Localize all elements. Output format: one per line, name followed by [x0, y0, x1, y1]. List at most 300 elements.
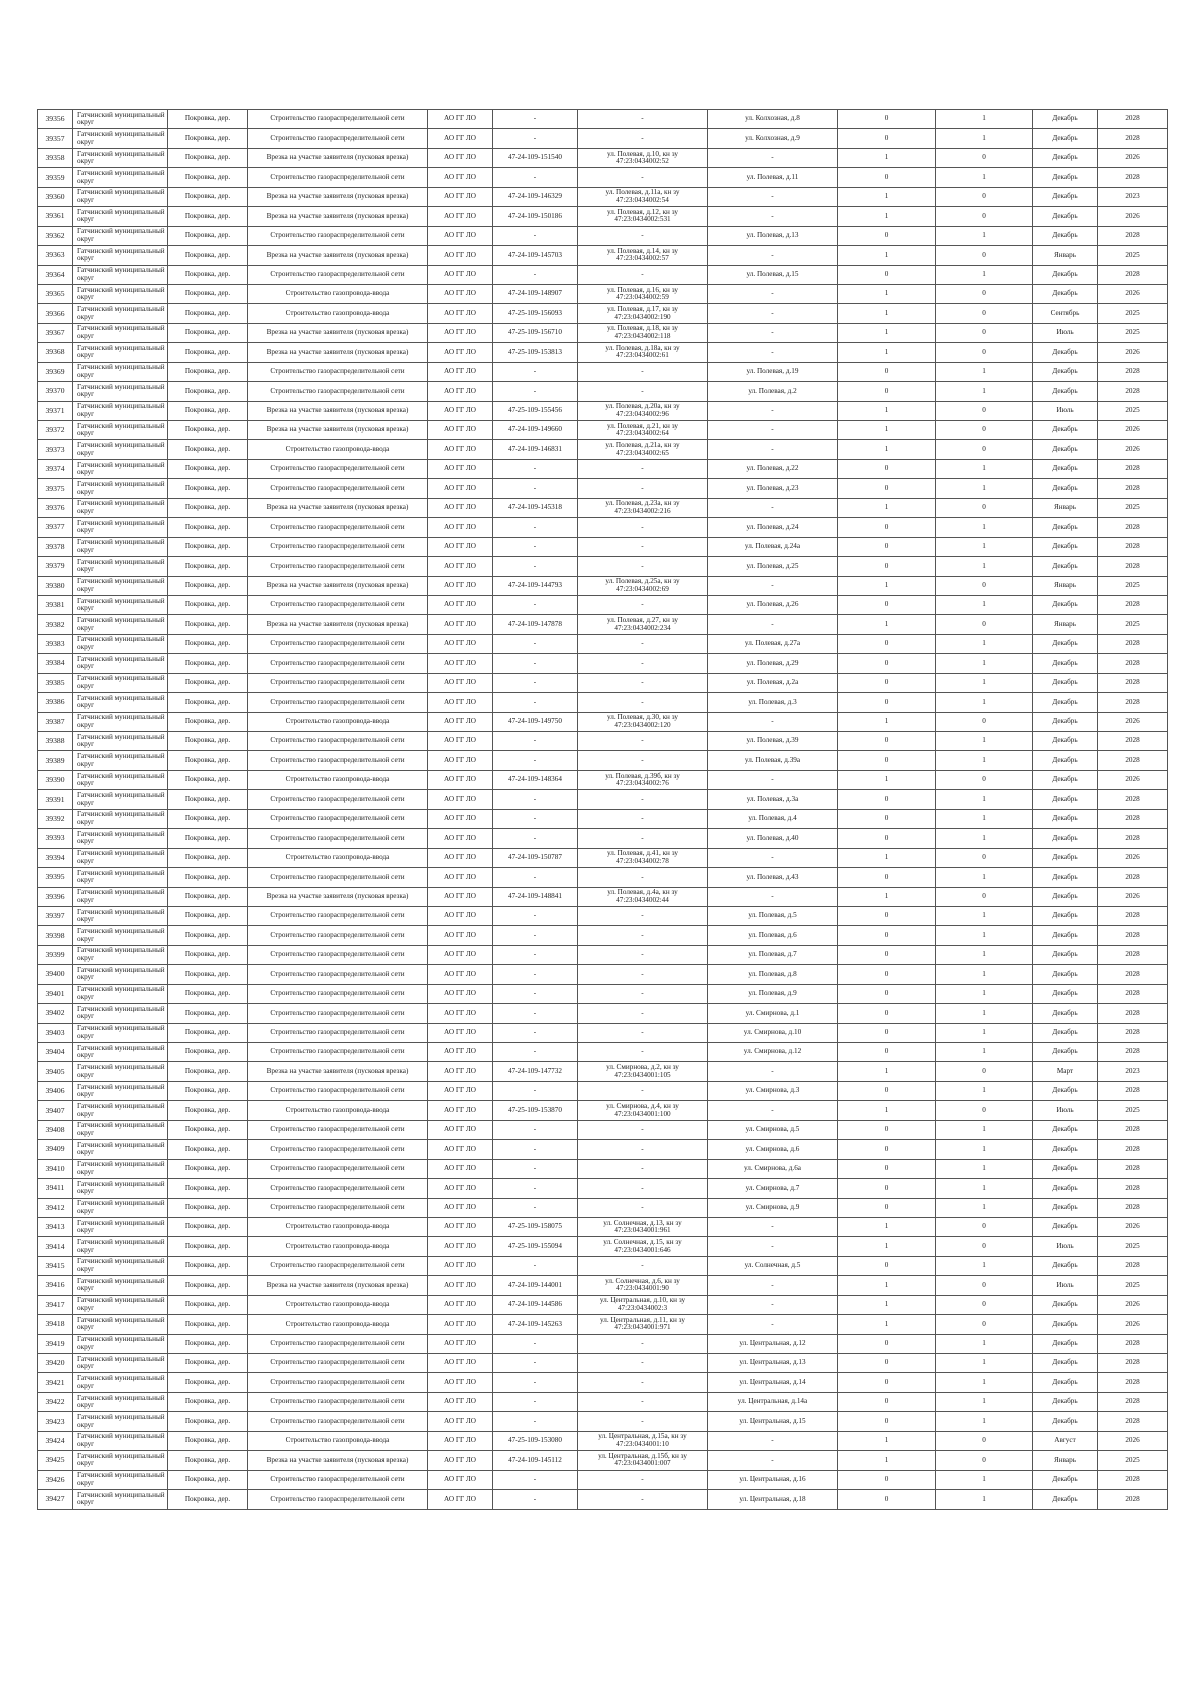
year-cell: 2023 [1098, 1062, 1168, 1081]
cadastral-address-cell: - [578, 1256, 708, 1275]
month-cell: Декабрь [1033, 868, 1098, 887]
application-number-cell: - [493, 906, 578, 925]
count-connection-cell: 0 [838, 984, 936, 1003]
year-cell: 2028 [1098, 1120, 1168, 1139]
month-cell: Декабрь [1033, 226, 1098, 245]
table-row [38, 1431, 1168, 1450]
table-row [38, 1043, 1168, 1062]
application-number-cell: - [493, 362, 578, 381]
settlement-cell: Покровка, дер. [168, 829, 248, 848]
count-connection-cell: 1 [838, 712, 936, 731]
organization-cell: АО ГГ ЛО [428, 1354, 493, 1373]
row-number-cell: 39363 [38, 246, 73, 265]
settlement-cell: Покровка, дер. [168, 1431, 248, 1450]
settlement-cell: Покровка, дер. [168, 1392, 248, 1411]
cadastral-address-cell: - [578, 1373, 708, 1392]
organization-cell: АО ГГ ЛО [428, 421, 493, 440]
count-network-cell: 1 [936, 1490, 1033, 1509]
table-row [38, 110, 1168, 129]
application-number-cell: 47-24-109-148364 [493, 770, 578, 789]
table-row [38, 459, 1168, 478]
count-connection-cell: 0 [838, 537, 936, 556]
organization-cell: АО ГГ ЛО [428, 926, 493, 945]
table-row [38, 1373, 1168, 1392]
work-type-cell: Строительство газораспределительной сети [248, 1412, 428, 1431]
application-number-cell: 47-24-109-149660 [493, 421, 578, 440]
count-connection-cell: 1 [838, 246, 936, 265]
work-type-cell: Строительство газораспределительной сети [248, 751, 428, 770]
year-cell: 2026 [1098, 207, 1168, 226]
count-connection-cell: 1 [838, 207, 936, 226]
count-connection-cell: 0 [838, 1004, 936, 1023]
work-type-cell: Врезка на участке заявителя (пусковая врезка) [248, 401, 428, 420]
count-connection-cell: 1 [838, 187, 936, 206]
cadastral-address-cell: - [578, 634, 708, 653]
work-type-cell: Строительство газораспределительной сети [248, 1140, 428, 1159]
application-number-cell: 47-24-109-144001 [493, 1276, 578, 1295]
cadastral-address-cell: - [578, 129, 708, 148]
month-cell: Декабрь [1033, 732, 1098, 751]
district-cell: Гатчинский муниципальный округ [73, 440, 168, 459]
address-cell: - [708, 1217, 838, 1236]
row-number-cell: 39399 [38, 945, 73, 964]
settlement-cell: Покровка, дер. [168, 1237, 248, 1256]
month-cell: Декабрь [1033, 284, 1098, 303]
month-cell: Декабрь [1033, 1217, 1098, 1236]
count-connection-cell: 1 [838, 1431, 936, 1450]
district-cell: Гатчинский муниципальный округ [73, 1140, 168, 1159]
district-cell: Гатчинский муниципальный округ [73, 207, 168, 226]
count-connection-cell: 0 [838, 1140, 936, 1159]
table-row [38, 1470, 1168, 1489]
settlement-cell: Покровка, дер. [168, 887, 248, 906]
count-connection-cell: 0 [838, 926, 936, 945]
organization-cell: АО ГГ ЛО [428, 984, 493, 1003]
row-number-cell: 39385 [38, 673, 73, 692]
work-type-cell: Строительство газопровода-ввода [248, 304, 428, 323]
district-cell: Гатчинский муниципальный округ [73, 1237, 168, 1256]
settlement-cell: Покровка, дер. [168, 382, 248, 401]
count-network-cell: 1 [936, 906, 1033, 925]
count-network-cell: 0 [936, 1451, 1033, 1470]
table-row [38, 1295, 1168, 1314]
count-network-cell: 0 [936, 1431, 1033, 1450]
month-cell: Декабрь [1033, 693, 1098, 712]
settlement-cell: Покровка, дер. [168, 984, 248, 1003]
application-number-cell: - [493, 557, 578, 576]
address-cell: ул. Полевая, д.3 [708, 693, 838, 712]
district-cell: Гатчинский муниципальный округ [73, 732, 168, 751]
table-row [38, 887, 1168, 906]
application-number-cell: - [493, 732, 578, 751]
year-cell: 2028 [1098, 265, 1168, 284]
count-connection-cell: 1 [838, 401, 936, 420]
work-type-cell: Строительство газораспределительной сети [248, 1120, 428, 1139]
cadastral-address-cell: ул. Полевая, д.18а, кн зу 47:23:0434002:61 [578, 343, 708, 362]
cadastral-address-cell: - [578, 1023, 708, 1042]
organization-cell: АО ГГ ЛО [428, 712, 493, 731]
work-type-cell: Строительство газораспределительной сети [248, 168, 428, 187]
table-row [38, 790, 1168, 809]
count-network-cell: 1 [936, 1179, 1033, 1198]
cadastral-address-cell: - [578, 1490, 708, 1509]
work-type-cell: Строительство газопровода-ввода [248, 1315, 428, 1334]
organization-cell: АО ГГ ЛО [428, 343, 493, 362]
month-cell: Декабрь [1033, 265, 1098, 284]
address-cell: ул. Полевая, д.24 [708, 518, 838, 537]
month-cell: Декабрь [1033, 1354, 1098, 1373]
row-number-cell: 39424 [38, 1431, 73, 1450]
district-cell: Гатчинский муниципальный округ [73, 1101, 168, 1120]
year-cell: 2028 [1098, 362, 1168, 381]
district-cell: Гатчинский муниципальный округ [73, 693, 168, 712]
year-cell: 2028 [1098, 1023, 1168, 1042]
table-row [38, 1101, 1168, 1120]
year-cell: 2028 [1098, 1004, 1168, 1023]
application-number-cell: - [493, 693, 578, 712]
work-type-cell: Строительство газораспределительной сети [248, 1081, 428, 1100]
year-cell: 2028 [1098, 829, 1168, 848]
work-type-cell: Врезка на участке заявителя (пусковая врезка) [248, 246, 428, 265]
organization-cell: АО ГГ ЛО [428, 1412, 493, 1431]
work-type-cell: Врезка на участке заявителя (пусковая врезка) [248, 887, 428, 906]
row-number-cell: 39372 [38, 421, 73, 440]
year-cell: 2028 [1098, 1392, 1168, 1411]
count-connection-cell: 0 [838, 751, 936, 770]
count-connection-cell: 1 [838, 1101, 936, 1120]
organization-cell: АО ГГ ЛО [428, 1256, 493, 1275]
row-number-cell: 39371 [38, 401, 73, 420]
district-cell: Гатчинский муниципальный округ [73, 382, 168, 401]
year-cell: 2028 [1098, 537, 1168, 556]
year-cell: 2028 [1098, 1140, 1168, 1159]
row-number-cell: 39414 [38, 1237, 73, 1256]
count-connection-cell: 0 [838, 1043, 936, 1062]
application-number-cell: - [493, 1490, 578, 1509]
count-network-cell: 1 [936, 654, 1033, 673]
year-cell: 2028 [1098, 1412, 1168, 1431]
organization-cell: АО ГГ ЛО [428, 129, 493, 148]
year-cell: 2028 [1098, 459, 1168, 478]
settlement-cell: Покровка, дер. [168, 848, 248, 867]
count-connection-cell: 0 [838, 226, 936, 245]
row-number-cell: 39361 [38, 207, 73, 226]
count-connection-cell: 0 [838, 459, 936, 478]
work-type-cell: Строительство газораспределительной сети [248, 634, 428, 653]
year-cell: 2028 [1098, 382, 1168, 401]
application-number-cell: - [493, 751, 578, 770]
month-cell: Июль [1033, 1276, 1098, 1295]
year-cell: 2028 [1098, 1373, 1168, 1392]
count-connection-cell: 0 [838, 518, 936, 537]
row-number-cell: 39400 [38, 965, 73, 984]
row-number-cell: 39367 [38, 323, 73, 342]
organization-cell: АО ГГ ЛО [428, 1490, 493, 1509]
year-cell: 2028 [1098, 226, 1168, 245]
settlement-cell: Покровка, дер. [168, 518, 248, 537]
work-type-cell: Строительство газораспределительной сети [248, 809, 428, 828]
cadastral-address-cell: ул. Центральная, д.15а, кн зу 47:23:0434001:10 [578, 1431, 708, 1450]
count-connection-cell: 0 [838, 829, 936, 848]
year-cell: 2028 [1098, 1159, 1168, 1178]
application-number-cell: - [493, 634, 578, 653]
work-type-cell: Врезка на участке заявителя (пусковая врезка) [248, 343, 428, 362]
application-number-cell: - [493, 1043, 578, 1062]
table-row [38, 557, 1168, 576]
count-connection-cell: 1 [838, 576, 936, 595]
table-row [38, 965, 1168, 984]
district-cell: Гатчинский муниципальный округ [73, 848, 168, 867]
count-network-cell: 1 [936, 1140, 1033, 1159]
organization-cell: АО ГГ ЛО [428, 148, 493, 167]
count-connection-cell: 0 [838, 110, 936, 129]
settlement-cell: Покровка, дер. [168, 945, 248, 964]
application-number-cell: 47-24-109-144586 [493, 1295, 578, 1314]
year-cell: 2026 [1098, 1217, 1168, 1236]
row-number-cell: 39420 [38, 1354, 73, 1373]
row-number-cell: 39387 [38, 712, 73, 731]
cadastral-address-cell: ул. Полевая, д.17, кн зу 47:23:0434002:190 [578, 304, 708, 323]
work-type-cell: Строительство газопровода-ввода [248, 848, 428, 867]
organization-cell: АО ГГ ЛО [428, 1120, 493, 1139]
settlement-cell: Покровка, дер. [168, 1101, 248, 1120]
district-cell: Гатчинский муниципальный округ [73, 246, 168, 265]
settlement-cell: Покровка, дер. [168, 479, 248, 498]
cadastral-address-cell: ул. Центральная, д.10, кн зу 47:23:0434002:3 [578, 1295, 708, 1314]
row-number-cell: 39370 [38, 382, 73, 401]
organization-cell: АО ГГ ЛО [428, 1062, 493, 1081]
cadastral-address-cell: ул. Полевая, д.25а, кн зу 47:23:0434002:69 [578, 576, 708, 595]
work-type-cell: Строительство газопровода-ввода [248, 1237, 428, 1256]
cadastral-address-cell: - [578, 1412, 708, 1431]
count-network-cell: 1 [936, 751, 1033, 770]
year-cell: 2025 [1098, 246, 1168, 265]
address-cell: - [708, 770, 838, 789]
count-connection-cell: 0 [838, 1334, 936, 1353]
settlement-cell: Покровка, дер. [168, 129, 248, 148]
work-type-cell: Строительство газораспределительной сети [248, 1490, 428, 1509]
work-type-cell: Строительство газораспределительной сети [248, 965, 428, 984]
table-row [38, 343, 1168, 362]
cadastral-address-cell: - [578, 1159, 708, 1178]
address-cell: ул. Полевая, д.2 [708, 382, 838, 401]
application-number-cell: 47-24-109-147732 [493, 1062, 578, 1081]
address-cell: ул. Смирнова, д.10 [708, 1023, 838, 1042]
organization-cell: АО ГГ ЛО [428, 1081, 493, 1100]
table-row [38, 1217, 1168, 1236]
month-cell: Январь [1033, 498, 1098, 517]
count-network-cell: 0 [936, 246, 1033, 265]
settlement-cell: Покровка, дер. [168, 284, 248, 303]
application-number-cell: 47-24-109-146329 [493, 187, 578, 206]
application-number-cell: 47-25-109-155456 [493, 401, 578, 420]
row-number-cell: 39358 [38, 148, 73, 167]
application-number-cell: - [493, 1373, 578, 1392]
count-network-cell: 1 [936, 965, 1033, 984]
application-number-cell: - [493, 1023, 578, 1042]
month-cell: Декабрь [1033, 829, 1098, 848]
settlement-cell: Покровка, дер. [168, 1081, 248, 1100]
address-cell: ул. Центральная, д.14 [708, 1373, 838, 1392]
organization-cell: АО ГГ ЛО [428, 1140, 493, 1159]
year-cell: 2028 [1098, 634, 1168, 653]
settlement-cell: Покровка, дер. [168, 1159, 248, 1178]
settlement-cell: Покровка, дер. [168, 1120, 248, 1139]
row-number-cell: 39419 [38, 1334, 73, 1353]
settlement-cell: Покровка, дер. [168, 712, 248, 731]
row-number-cell: 39384 [38, 654, 73, 673]
count-network-cell: 0 [936, 343, 1033, 362]
row-number-cell: 39402 [38, 1004, 73, 1023]
district-cell: Гатчинский муниципальный округ [73, 1256, 168, 1275]
row-number-cell: 39374 [38, 459, 73, 478]
year-cell: 2026 [1098, 284, 1168, 303]
month-cell: Декабрь [1033, 1081, 1098, 1100]
count-connection-cell: 0 [838, 1470, 936, 1489]
count-connection-cell: 0 [838, 809, 936, 828]
application-number-cell: - [493, 1198, 578, 1217]
row-number-cell: 39426 [38, 1470, 73, 1489]
organization-cell: АО ГГ ЛО [428, 537, 493, 556]
work-type-cell: Строительство газораспределительной сети [248, 595, 428, 614]
count-network-cell: 1 [936, 1373, 1033, 1392]
month-cell: Декабрь [1033, 1373, 1098, 1392]
work-type-cell: Строительство газораспределительной сети [248, 673, 428, 692]
address-cell: ул. Полевая, д.9 [708, 984, 838, 1003]
work-type-cell: Строительство газораспределительной сети [248, 110, 428, 129]
cadastral-address-cell: - [578, 382, 708, 401]
table-row [38, 576, 1168, 595]
organization-cell: АО ГГ ЛО [428, 498, 493, 517]
settlement-cell: Покровка, дер. [168, 1217, 248, 1236]
cadastral-address-cell: - [578, 518, 708, 537]
district-cell: Гатчинский муниципальный округ [73, 284, 168, 303]
address-cell: - [708, 207, 838, 226]
address-cell: ул. Полевая, д.15 [708, 265, 838, 284]
settlement-cell: Покровка, дер. [168, 148, 248, 167]
work-type-cell: Строительство газораспределительной сети [248, 984, 428, 1003]
work-type-cell: Строительство газораспределительной сети [248, 1256, 428, 1275]
month-cell: Декабрь [1033, 809, 1098, 828]
cadastral-address-cell: ул. Полевая, д.11а, кн зу 47:23:0434002:54 [578, 187, 708, 206]
application-number-cell: - [493, 790, 578, 809]
month-cell: Декабрь [1033, 1412, 1098, 1431]
cadastral-address-cell: ул. Полевая, д.18, кн зу 47:23:0434002:118 [578, 323, 708, 342]
year-cell: 2028 [1098, 557, 1168, 576]
district-cell: Гатчинский муниципальный округ [73, 595, 168, 614]
month-cell: Август [1033, 1431, 1098, 1450]
organization-cell: АО ГГ ЛО [428, 654, 493, 673]
count-network-cell: 1 [936, 790, 1033, 809]
district-cell: Гатчинский муниципальный округ [73, 1392, 168, 1411]
row-number-cell: 39376 [38, 498, 73, 517]
count-network-cell: 1 [936, 1392, 1033, 1411]
address-cell: - [708, 323, 838, 342]
cadastral-address-cell: - [578, 265, 708, 284]
settlement-cell: Покровка, дер. [168, 323, 248, 342]
year-cell: 2026 [1098, 343, 1168, 362]
row-number-cell: 39416 [38, 1276, 73, 1295]
month-cell: Декабрь [1033, 518, 1098, 537]
count-connection-cell: 0 [838, 557, 936, 576]
table-row [38, 382, 1168, 401]
organization-cell: АО ГГ ЛО [428, 440, 493, 459]
application-number-cell: 47-24-109-145112 [493, 1451, 578, 1470]
organization-cell: АО ГГ ЛО [428, 284, 493, 303]
month-cell: Декабрь [1033, 595, 1098, 614]
cadastral-address-cell: - [578, 1043, 708, 1062]
district-cell: Гатчинский муниципальный округ [73, 1159, 168, 1178]
year-cell: 2026 [1098, 770, 1168, 789]
count-network-cell: 0 [936, 848, 1033, 867]
table-row [38, 1392, 1168, 1411]
cadastral-address-cell: ул. Полевая, д.39б, кн зу 47:23:0434002:76 [578, 770, 708, 789]
address-cell: - [708, 148, 838, 167]
district-cell: Гатчинский муниципальный округ [73, 984, 168, 1003]
district-cell: Гатчинский муниципальный округ [73, 557, 168, 576]
settlement-cell: Покровка, дер. [168, 265, 248, 284]
organization-cell: АО ГГ ЛО [428, 323, 493, 342]
year-cell: 2025 [1098, 1276, 1168, 1295]
application-number-cell: - [493, 479, 578, 498]
row-number-cell: 39359 [38, 168, 73, 187]
table-row [38, 401, 1168, 420]
count-network-cell: 1 [936, 868, 1033, 887]
address-cell: ул. Полевая, д.29 [708, 654, 838, 673]
settlement-cell: Покровка, дер. [168, 1140, 248, 1159]
year-cell: 2028 [1098, 809, 1168, 828]
district-cell: Гатчинский муниципальный округ [73, 770, 168, 789]
year-cell: 2026 [1098, 1431, 1168, 1450]
cadastral-address-cell: - [578, 751, 708, 770]
count-connection-cell: 0 [838, 479, 936, 498]
month-cell: Декабрь [1033, 634, 1098, 653]
year-cell: 2028 [1098, 595, 1168, 614]
table-row [38, 1198, 1168, 1217]
table-row [38, 168, 1168, 187]
application-number-cell: - [493, 829, 578, 848]
row-number-cell: 39381 [38, 595, 73, 614]
address-cell: ул. Смирнова, д.1 [708, 1004, 838, 1023]
month-cell: Декабрь [1033, 1334, 1098, 1353]
year-cell: 2025 [1098, 1101, 1168, 1120]
application-number-cell: 47-25-109-153813 [493, 343, 578, 362]
cadastral-address-cell: - [578, 732, 708, 751]
table-row [38, 1062, 1168, 1081]
district-cell: Гатчинский муниципальный округ [73, 576, 168, 595]
work-type-cell: Строительство газораспределительной сети [248, 790, 428, 809]
settlement-cell: Покровка, дер. [168, 751, 248, 770]
month-cell: Декабрь [1033, 343, 1098, 362]
district-cell: Гатчинский муниципальный округ [73, 265, 168, 284]
district-cell: Гатчинский муниципальный округ [73, 498, 168, 517]
count-connection-cell: 0 [838, 1179, 936, 1198]
cadastral-address-cell: ул. Солнечная, д.13, кн зу 47:23:0434001:961 [578, 1217, 708, 1236]
district-cell: Гатчинский муниципальный округ [73, 1412, 168, 1431]
address-cell: ул. Полевая, д.11 [708, 168, 838, 187]
settlement-cell: Покровка, дер. [168, 1062, 248, 1081]
year-cell: 2025 [1098, 401, 1168, 420]
organization-cell: АО ГГ ЛО [428, 790, 493, 809]
month-cell: Март [1033, 1062, 1098, 1081]
count-connection-cell: 1 [838, 1451, 936, 1470]
application-number-cell: 47-24-109-144793 [493, 576, 578, 595]
cadastral-address-cell: ул. Полевая, д.16, кн зу 47:23:0434002:59 [578, 284, 708, 303]
count-network-cell: 1 [936, 479, 1033, 498]
table-row [38, 479, 1168, 498]
application-number-cell: 47-24-109-145318 [493, 498, 578, 517]
address-cell: ул. Полевая, д.13 [708, 226, 838, 245]
